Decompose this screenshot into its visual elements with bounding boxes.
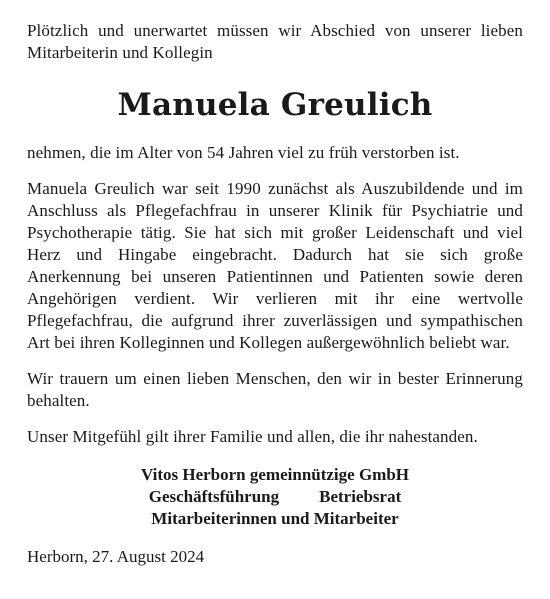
age-line: nehmen, die im Alter von 54 Jahren viel zu früh verstorben ist. [27, 143, 460, 162]
deceased-name: Manuela Greulich [117, 87, 433, 123]
management-label: Geschäftsführung [148, 487, 280, 506]
tribute-paragraph: Manuela Greulich war seit 1990 zunächst als Auszubildende und im Anschluss als Pflegefachfrau in unserer Klinik für Psychiatrie und Psychotherapie tätig. Sie hat sich mit großer Leidenschaft und viel Herz und Hingabe eingebracht. Dadurch hat sie sich große Anerkennung bei unseren Patientinnen und Patienten sowie deren Angehörigen verdient. Wir verlieren mit ihr eine wertvolle Pflegefachfrau, die aufgrund ihrer zuverlässigen und sympathischen Art bei ihren Kolleginnen und Kollegen außergewöhnlich beliebt war. [27, 179, 523, 352]
mourning-paragraph: Wir trauern um einen lieben Menschen, den wir in bester Erinnerung behalten. [27, 369, 523, 410]
place-date: Herborn, 27. August 2024 [27, 547, 205, 566]
sympathy-paragraph: Unser Mitgefühl gilt ihrer Familie und allen, die ihr nahestanden. [27, 427, 478, 446]
intro-text: Plötzlich und unerwartet müssen wir Abschied von unserer lieben Mitarbeiterin und Kollegin [27, 21, 523, 62]
signature-roles [27, 486, 523, 508]
signature-block [27, 464, 523, 530]
organization-name: Vitos Herborn gemeinnützige GmbH [140, 465, 410, 484]
staff-label: Mitarbeiterinnen und Mitarbeiter [151, 509, 399, 528]
works-council-label: Betriebsrat [319, 487, 402, 506]
